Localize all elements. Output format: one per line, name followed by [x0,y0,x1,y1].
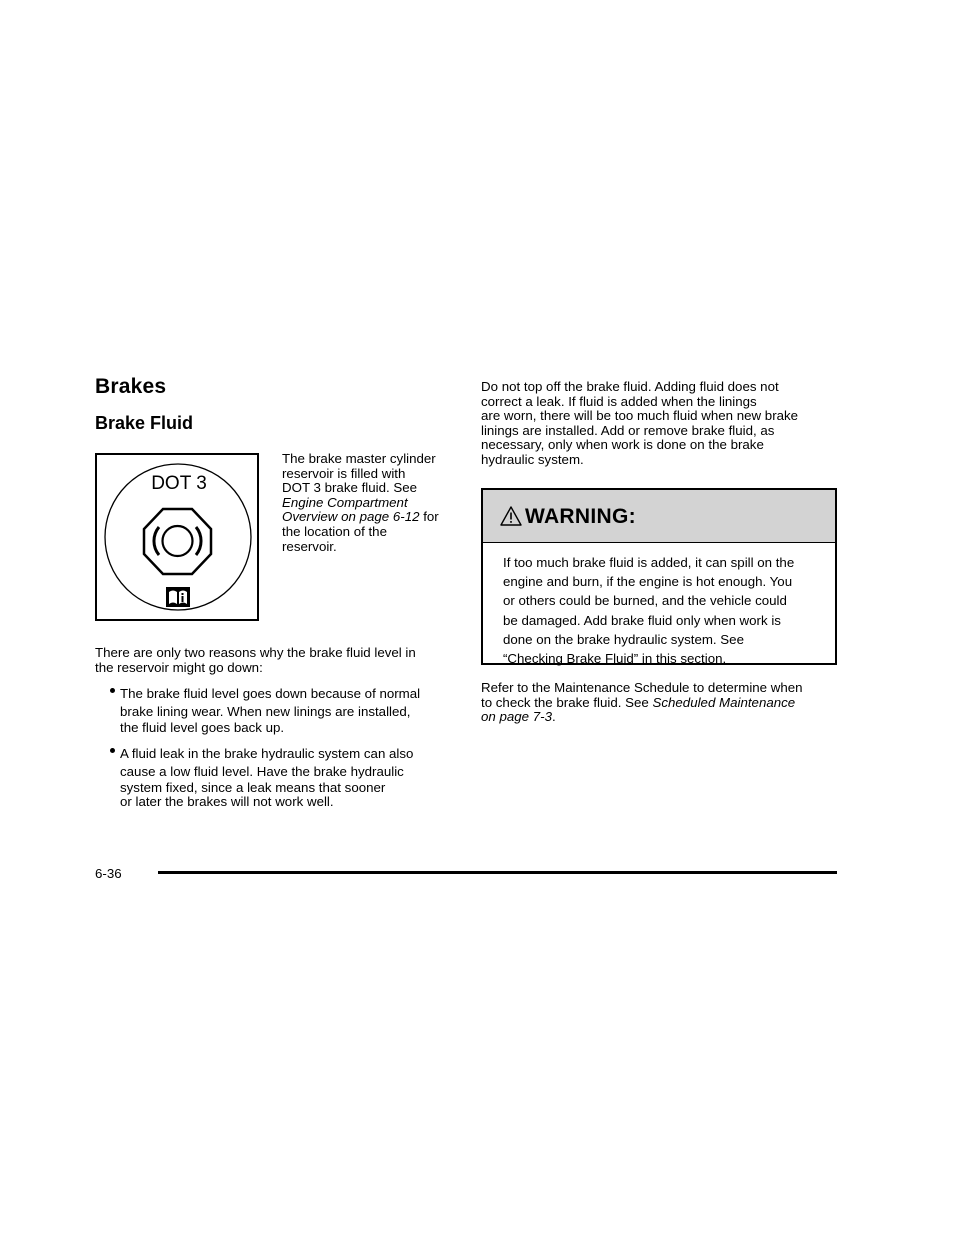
bullet-line: the fluid level goes back up. [120,720,285,735]
warning-line: be damaged. Add brake fluid only when work is [503,612,781,628]
warning-text [503,553,794,668]
bullet-icon [110,688,115,693]
page-number: 6-36 [95,866,122,881]
intro-link-tail: for [423,509,439,525]
intro-line: The brake master cylinder [282,451,436,466]
para-line: correct a leak. If fluid is added when the linings [481,393,757,409]
reasons-line: There are only two reasons why the brake fluid level in [95,645,416,660]
warning-line: “Checking Brake Fluid” in this section. [503,651,727,667]
refer-end: . [551,709,556,725]
para-line: necessary, only when work is done on the brake [481,437,764,453]
intro-line: reservoir. [282,538,337,554]
intro-line: the location of the [282,523,387,539]
warning-triangle-icon [500,506,522,526]
engine-compartment-link[interactable]: Overview on page 6-12 [282,509,420,525]
brake-fluid-cap-figure [95,453,259,621]
warning-box [481,488,837,665]
bullet-line: system fixed, since a leak means that sooner [120,779,386,795]
warning-line: If too much brake fluid is added, it can spill on the [503,555,795,570]
intro-paragraph [282,452,439,554]
warning-title: WARNING: [525,505,636,528]
reasons-line: the reservoir might go down: [95,659,263,675]
warning-line: engine and burn, if the engine is hot enough. You [503,574,793,590]
refer-line: Refer to the Maintenance Schedule to determine when [481,680,803,695]
reasons-paragraph [95,646,416,675]
warning-header [483,490,835,543]
bullet-line: or later the brakes will not work well. [120,794,334,810]
reservoir-cap-illustration [97,455,257,619]
cap-label: DOT 3 [151,473,207,494]
top-off-paragraph [481,380,798,468]
bullet-line: brake lining wear. When new linings are installed, [120,704,411,719]
warning-line: or others could be burned, and the vehicle could [503,593,787,609]
scheduled-maintenance-link[interactable]: on page 7-3 [481,709,552,725]
para-line: hydraulic system. [481,451,584,467]
intro-line: reservoir is filled with [282,465,406,481]
brake-warning-icon [144,509,211,574]
list-item [110,684,420,736]
scheduled-maintenance-link[interactable]: Scheduled Maintenance [652,694,796,710]
footer-rule [158,871,837,874]
refer-line: to check the brake fluid. See [481,694,649,710]
refer-paragraph [481,681,803,725]
bullet-line: The brake fluid level goes down because of normal [120,686,421,701]
intro-line: DOT 3 brake fluid. See [282,480,418,496]
section-title: Brakes [95,375,167,398]
para-line: linings are installed. Add or remove brake fluid, as [481,422,775,438]
reasons-bullet-list [110,684,420,816]
bullet-icon [110,748,115,753]
list-item [110,744,420,810]
para-line: are worn, there will be too much fluid when new brake [481,408,799,424]
warning-line: done on the brake hydraulic system. See [503,631,744,647]
bullet-line: cause a low fluid level. Have the brake hydraulic [120,763,404,779]
subsection-title: Brake Fluid [95,413,194,433]
bullet-line: A fluid leak in the brake hydraulic system can also [120,745,414,761]
engine-compartment-link[interactable]: Engine Compartment [282,494,408,510]
owner-manual-icon [166,587,190,607]
para-line: Do not top off the brake fluid. Adding fluid does not [481,379,779,394]
